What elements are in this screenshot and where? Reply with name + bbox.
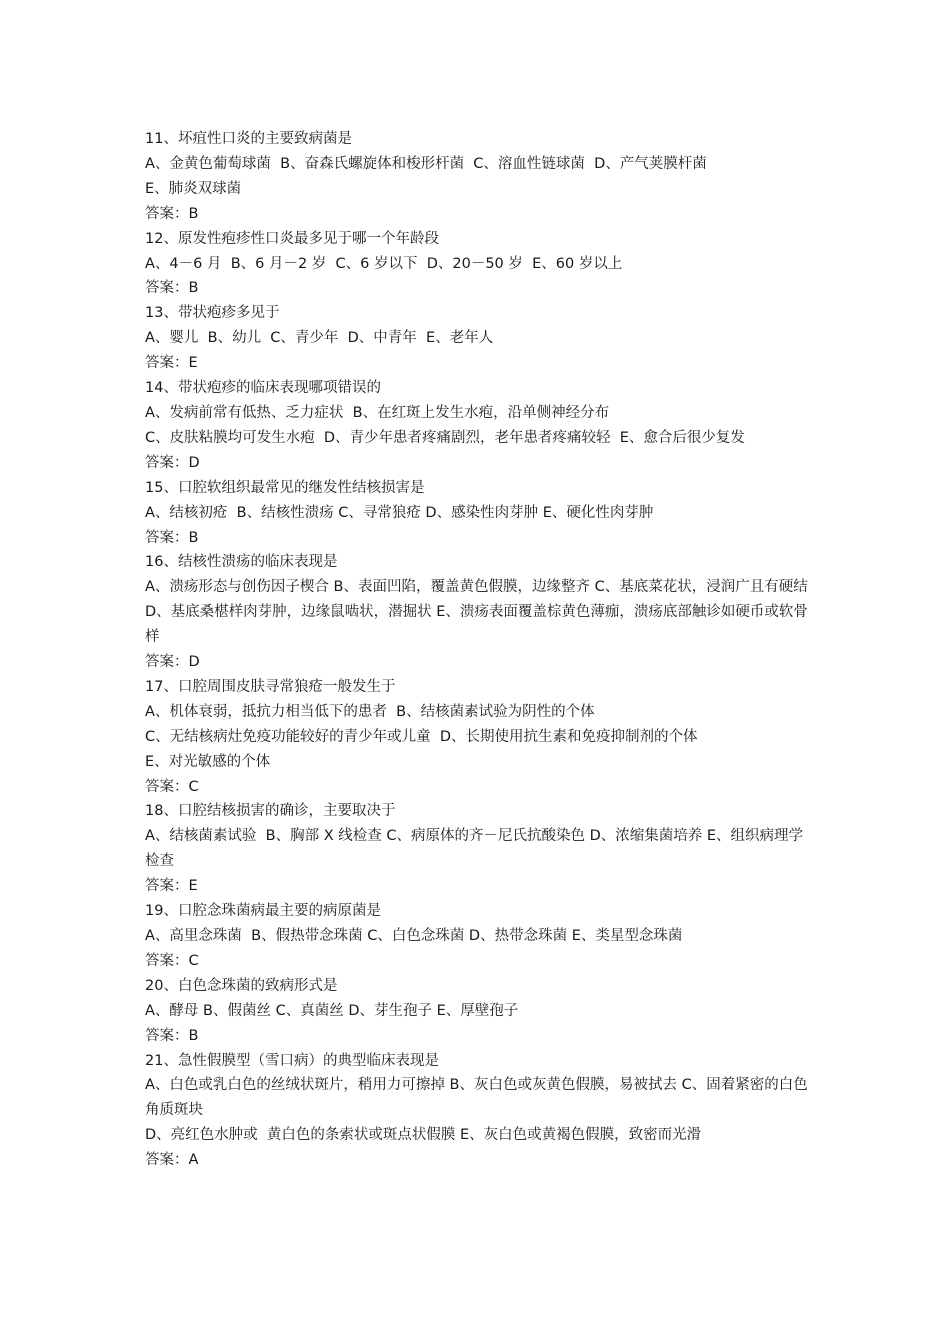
question-block [145,227,815,302]
question-stem: 18、口腔结核损害的确诊，主要取决于 [145,803,396,820]
question-options: A、4－6 月 B、6 月－2 岁 C、6 岁以下 D、20－50 岁 E、60 岁以上 [145,255,623,272]
question-block [145,550,815,675]
question-block [145,675,815,800]
question-options: A、机体衰弱，抵抗力相当低下的患者 B、结核菌素试验为阴性的个体 [145,703,595,720]
question-options: A、结核初疮 B、结核性溃疡 C、寻常狼疮 D、感染性肉芽肿 E、硬化性肉芽肿 [145,504,654,521]
question-stem: 16、结核性溃疡的临床表现是 [145,554,338,571]
question-options: E、对光敏感的个体 [145,753,271,770]
question-options: E、肺炎双球菌 [145,180,242,197]
question-block [145,301,815,376]
question-options: A、金黄色葡萄球菌 B、奋森氏螺旋体和梭形杆菌 C、溶血性链球菌 D、产气荚膜杆菌 [145,155,707,172]
question-block [145,799,815,899]
question-block [145,974,815,1049]
question-options: A、婴儿 B、幼儿 C、青少年 D、中青年 E、老年人 [145,330,494,347]
question-block [145,127,815,227]
question-options: A、高里念珠菌 B、假热带念珠菌 C、白色念珠菌 D、热带念珠菌 E、类星型念珠菌 [145,928,683,944]
question-answer: 答案：E [145,355,198,372]
question-answer: 答案：B [145,280,199,297]
question-answer: 答案：B [145,1027,199,1044]
question-options: A、溃疡形态与创伤因子楔合 B、表面凹陷，覆盖黄色假膜，边缘整齐 C、基底菜花状，浸润广且有硬结 [145,579,808,596]
question-answer: 答案：B [145,529,199,546]
question-answer: 答案：D [145,454,200,471]
question-stem: 19、口腔念珠菌病最主要的病原菌是 [145,903,381,920]
question-stem: 20、白色念珠菌的致病形式是 [145,977,338,994]
question-answer: 答案：A [145,1152,199,1169]
question-stem: 14、带状疱疹的临床表现哪项错误的 [145,380,381,397]
question-block [145,376,815,476]
question-options: A、白色或乳白色的丝绒状斑片，稍用力可擦掉 B、灰白色或灰黄色假膜，易被拭去 C、固着紧密的白色角质斑块 [145,1077,808,1119]
question-options: C、皮肤粘膜均可发生水疱 D、青少年患者疼痛剧烈，老年患者疼痛较轻 E、愈合后很少复发 [145,429,745,446]
question-block [145,1049,815,1174]
question-stem: 11、坏疽性口炎的主要致病菌是 [145,131,352,147]
question-block [145,476,815,551]
question-options: A、结核菌素试验 B、胸部 X 线检查 C、病原体的齐－尼氏抗酸染色 D、浓缩集菌培养 E、组织病理学检查 [145,828,804,870]
question-answer: 答案：E [145,878,198,895]
question-block [145,899,815,974]
question-stem: 17、口腔周围皮肤寻常狼疮一般发生于 [145,678,396,695]
question-answer: 答案：B [145,205,199,222]
question-options: A、酵母 B、假菌丝 C、真菌丝 D、芽生孢子 E、厚壁孢子 [145,1002,519,1019]
question-answer: 答案：C [145,952,199,969]
question-answer: 答案：C [145,778,199,795]
question-stem: 21、急性假膜型（雪口病）的典型临床表现是 [145,1052,439,1069]
document-body [145,127,815,1173]
question-options: D、亮红色水肿或 黄白色的条索状或斑点状假膜 E、灰白色或黄褐色假膜，致密而光滑 [145,1127,702,1144]
question-options: D、基底桑椹样肉芽肿，边缘鼠啮状，潜掘状 E、溃疡表面覆盖棕黄色薄痂，溃疡底部触诊如硬币或软骨样 [145,604,808,646]
question-options: C、无结核病灶免疫功能较好的青少年或儿童 D、长期使用抗生素和免疫抑制剂的个体 [145,728,698,745]
question-options: A、发病前常有低热、乏力症状 B、在红斑上发生水疱，沿单侧神经分布 [145,404,610,421]
question-stem: 15、口腔软组织最常见的继发性结核损害是 [145,479,425,496]
question-answer: 答案：D [145,654,200,671]
question-stem: 12、原发性疱疹性口炎最多见于哪一个年龄段 [145,230,439,247]
question-stem: 13、带状疱疹多见于 [145,305,280,322]
